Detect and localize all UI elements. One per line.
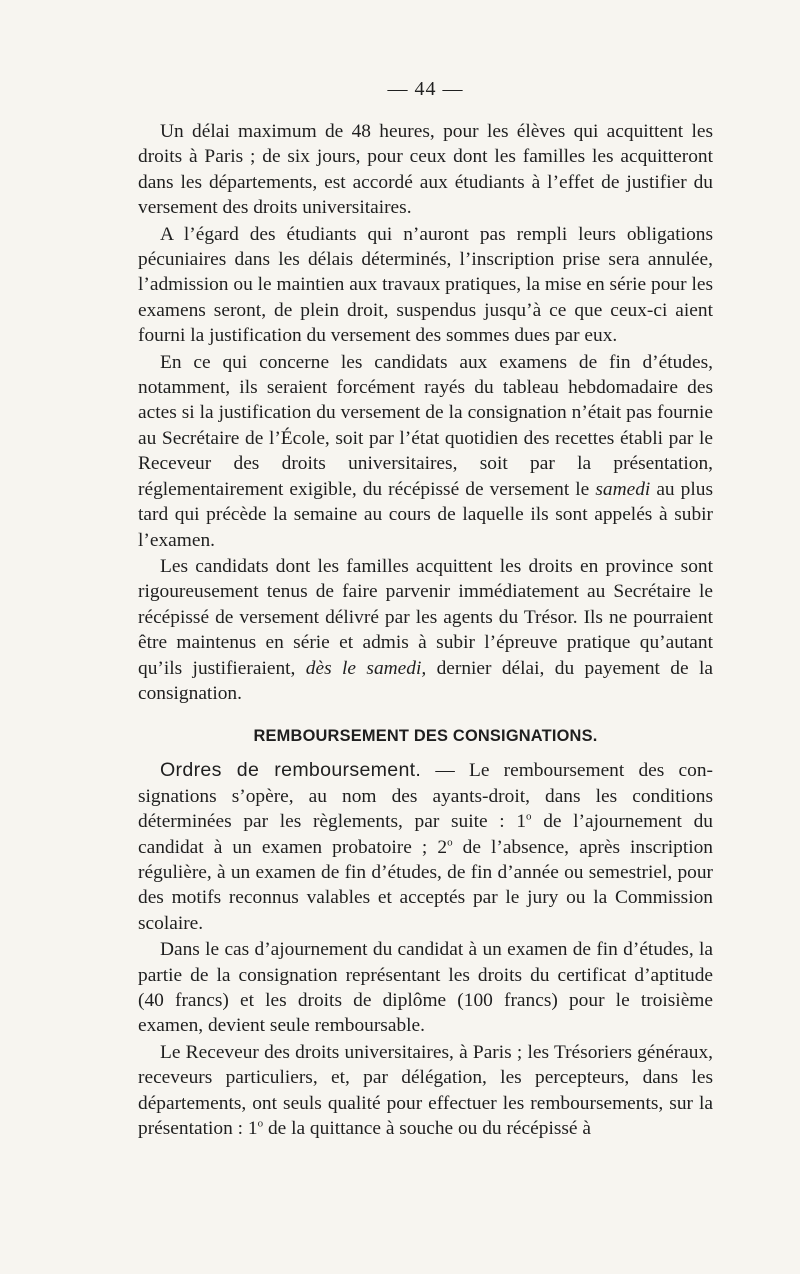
emphasis-des-le-samedi: dès le samedi, [305, 657, 427, 679]
section-heading: REMBOURSEMENT DES CONSIGNATIONS. [253, 727, 598, 746]
text-run: — Le remboursement des consignations s’opère, au nom des ayants-droit, dans les conditions déterminées par les règlements, par suite : [138, 760, 713, 833]
paragraph-delay: Un délai maximum de 48 heures, pour les élèves qui acquittent les droits à Paris ; de six jours, pour ceux dont les familles les acquitteront dans les départements, est accordé aux étudiants à l’effet de justifier du versement des droits universitaires. [138, 121, 713, 219]
emphasis-samedi: samedi [595, 478, 651, 500]
ordinal-1: 1 [247, 1118, 258, 1140]
text-run: de l’absence, après inscription régulière, à un examen de fin d’études, de fin d’année ou semestriel, pour des motifs reconnus valables et acceptés par le jury ou la Commission scolaire. [138, 836, 713, 934]
text-run: de l’ajournement du candidat à un examen probatoire ; [138, 811, 713, 858]
subheading-refund-orders: Ordres de remboursement. [160, 759, 422, 782]
paragraph-final-exam-candidates [138, 350, 713, 553]
ordinal-2: 2 [437, 836, 448, 858]
paragraph-unpaid-students: A l’égard des étudiants qui n’auront pas rempli leurs obligations pécuniaires dans les délais déterminés, l’inscription prise sera annulée, l’admission ou le maintien aux travaux pratiques, la mise en série pour les examens seront, de plein droit, suspendus jusqu’à ce que ceux-ci aient fourni la justification du versement des sommes dues par eux. [138, 223, 713, 347]
page-number: — 44 — [387, 78, 464, 100]
text-run: de la quittance à souche ou du récépissé à [267, 1118, 591, 1140]
text-run: dernier délai, du payement de la consignation. [138, 657, 713, 704]
ordinal-sup: o [447, 836, 453, 849]
ordinal-1: 1 [516, 811, 527, 833]
paragraph-receivers [138, 1040, 713, 1142]
paragraph-refund-orders [138, 758, 713, 936]
text-run: au plus tard qui précède la semaine au cours de laquelle ils sont appelés à subir l’examen. [138, 478, 713, 551]
document-page [138, 78, 713, 1141]
text-run: En ce qui concerne les candidats aux examens de fin d’études, notamment, ils seraient forcément rayés du tableau hebdomadaire des actes si la justification du versement de la consignation n’était pas fournie au Secrétaire de l’École, soit par l’état quotidien des recettes établi par le Receveur des droits universitaires, soit par la présentation, réglementairement exigible, du récépissé de versement le [138, 351, 713, 500]
ordinal-sup: o [526, 810, 532, 823]
paragraph-province-candidates [138, 554, 713, 706]
text-run: Le Receveur des droits universitaires, à Paris ; les Trésoriers généraux, receveurs particuliers, et, par délégation, les percepteurs, dans les départements, ont seuls qualité pour effectuer les remboursements, sur la présentation : [138, 1041, 713, 1140]
text-run: Les candidats dont les familles acquittent les droits en province sont rigoureusement tenus de faire parvenir immédiatement au Secrétaire le récépissé de versement délivré par les agents du Trésor. Ils ne pourraient être maintenus en série et admis à subir l’épreuve pratique qu’autant qu’ils justifieraient, [138, 555, 713, 679]
paragraph-adjournment-case: Dans le cas d’ajournement du candidat à un examen de fin d’études, la partie de la consignation représentant les droits du certificat d’aptitude (40 francs) et les droits de diplôme (100 francs) pour le troisième examen, devient seule remboursable. [138, 939, 713, 1037]
ordinal-sup: o [257, 1117, 264, 1130]
